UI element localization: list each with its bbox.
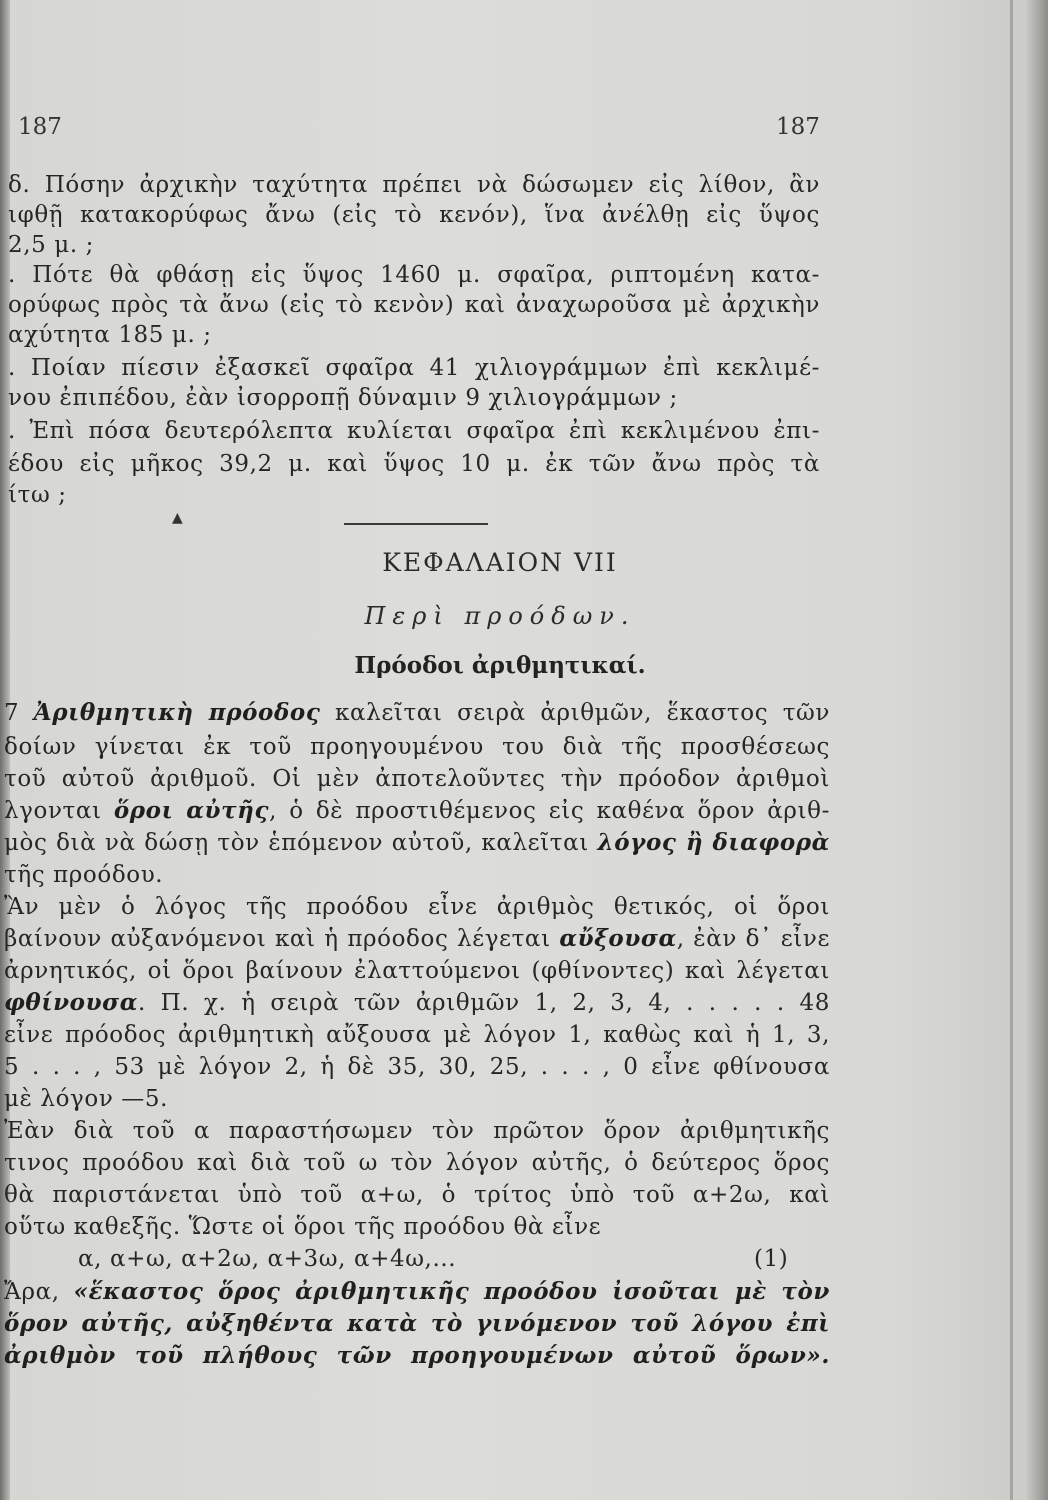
rule-statement: ὅρον αὐτῆς, αὐξηθέντα κατὰ τὸ γινόμενον τοῦ λόγου ἐπὶ — [4, 1310, 830, 1337]
paragraph-line: λγονται ὅροι αὐτῆς, ὁ δὲ προστιθέμενος εἰς καθένα ὅρον ἀριθ- — [4, 797, 830, 824]
paragraph-line: θὰ παριστάνεται ὑπὸ τοῦ α+ω, ὁ τρίτος ὑπὸ τοῦ α+2ω, καὶ — [4, 1182, 830, 1208]
formula-number: (1) — [754, 1246, 789, 1272]
paragraph-line: οὕτω καθεξῆς. Ὥστε οἱ ὅροι τῆς προόδου θὰ εἶνε — [4, 1214, 602, 1240]
paragraph-line: Ἄρα, «ἕκαστος ὅρος ἀριθμητικῆς προόδου ἰσοῦται μὲ τὸν — [4, 1278, 830, 1305]
term-decreasing: φθίνουσα — [4, 989, 138, 1016]
exercise-line: 2,5 μ. ; — [8, 232, 95, 258]
section-subheading: Πρόοδοι ἀριθμητικαί. — [354, 652, 646, 679]
paragraph-line: μὲ λόγον —5. — [4, 1086, 169, 1112]
paragraph-line: 7 Ἀριθμητικὴ πρόοδος καλεῖται σειρὰ ἀριθμῶν, ἕκαστος τῶν — [4, 699, 830, 726]
exercise-line: αχύτητα 185 μ. ; — [8, 322, 212, 348]
chapter-heading: ΚΕΦΑΛΑΙΟΝ VII — [382, 548, 618, 577]
exercise-line: ιφθῇ κατακορύφως ἄνω (εἰς τὸ κενόν), ἵνα ἀνέλθῃ εἰς ὕψος — [8, 202, 820, 228]
paragraph-line: δοίων γίνεται ἐκ τοῦ προηγουμένου του διὰ τῆς προσθέσεως — [4, 734, 830, 760]
exercise-line: . Ἐπὶ πόσα δευτερόλεπτα κυλίεται σφαῖρα ἐπὶ κεκλιμένου ἐπι- — [8, 418, 820, 444]
paragraph-line: βαίνουν αὐξανόμενοι καὶ ἡ πρόοδος λέγεται αὔξουσα, ἐὰν δ᾽ εἶνε — [4, 925, 830, 952]
term-increasing: αὔξουσα — [559, 925, 677, 952]
paragraph-line — [4, 1343, 830, 1369]
paragraph-line — [4, 1311, 830, 1337]
term-arithmetic-progression: Ἀριθμητικὴ πρόοδος — [33, 699, 321, 726]
section-divider — [344, 523, 488, 525]
paragraph-line: Ἐὰν διὰ τοῦ α παραστήσωμεν τὸν πρῶτον ὅρον ἀριθμητικῆς — [4, 1118, 830, 1144]
exercise-line: νου ἐπιπέδου, ἐὰν ἰσορροπῇ δύναμιν 9 χιλιογράμμων ; — [8, 385, 678, 411]
rule-statement: ἀριθμὸν τοῦ πλήθους τῶν προηγουμένων αὐτοῦ ὅρων». — [4, 1342, 830, 1369]
exercise-line: . Ποίαν πίεσιν ἐξασκεῖ σφαῖρα 41 χιλιογράμμων ἐπὶ κεκλιμέ- — [8, 355, 820, 381]
exercise-line: . Πότε θὰ φθάσῃ εἰς ὕψος 1460 μ. σφαῖρα, ριπτομένη κατα- — [8, 262, 820, 288]
exercise-line: έδου εἰς μῆκος 39,2 μ. καὶ ὕψος 10 μ. ἐκ τῶν ἄνω πρὸς τὰ — [8, 451, 820, 477]
paragraph-line: ἀρνητικός, οἱ ὅροι βαίνουν ἐλαττούμενοι (φθίνοντες) καὶ λέγεται — [4, 958, 830, 984]
term-terms: ὅροι αὐτῆς — [113, 797, 270, 824]
paragraph-line: τοῦ αὐτοῦ ἀριθμοῦ. Οἱ μὲν ἀποτελοῦντες τὴν πρόοδον ἀριθμοὶ — [4, 766, 830, 792]
paragraph-line: τινος προόδου καὶ διὰ τοῦ ω τὸν λόγον αὐτῆς, ὁ δεύτερος ὅρος — [4, 1150, 830, 1176]
chapter-title: Περὶ προόδων. — [364, 602, 636, 630]
paragraph-line: 5 . . . , 53 μὲ λόγον 2, ἡ δὲ 35, 30, 25, . . . , 0 εἶνε φθίνουσα — [4, 1054, 830, 1080]
formula: α, α+ω, α+2ω, α+3ω, α+4ω,... — [78, 1246, 457, 1272]
page-edge-shadow — [1010, 0, 1013, 1500]
page-number-left: 187 — [18, 114, 62, 140]
exercise-line: ορύφως πρὸς τὰ ἄνω (εἰς τὸ κενὸν) καὶ ἀναχωροῦσα μὲ ἀρχικὴν — [8, 292, 820, 318]
term-ratio: λόγος ἢ διαφορὰ — [597, 829, 830, 856]
next-page-edge — [1024, 0, 1048, 1500]
exercise-line: ίτω ; — [8, 482, 67, 508]
paragraph-line: τῆς προόδου. — [4, 862, 164, 888]
paragraph-line: μὸς διὰ νὰ δώσῃ τὸν ἑπόμενον αὐτοῦ, καλεῖται λόγος ἢ διαφορὰ — [4, 829, 830, 856]
paragraph-line: εἶνε πρόοδος ἀριθμητικὴ αὔξουσα μὲ λόγον 1, καθὼς καὶ ἡ 1, 3, — [4, 1022, 830, 1048]
rule-statement: «ἕκαστος ὅρος ἀριθμητικῆς προόδου ἰσοῦται μὲ τὸν — [73, 1278, 830, 1305]
exercise-line: δ. Πόσην ἀρχικὴν ταχύτητα πρέπει νὰ δώσωμεν εἰς λίθον, ἂν — [8, 172, 820, 198]
paragraph-line: φθίνουσα. Π. χ. ἡ σειρὰ τῶν ἀριθμῶν 1, 2, 3, 4, . . . . . 48 — [4, 989, 830, 1016]
paragraph-line: Ἂν μὲν ὁ λόγος τῆς προόδου εἶνε ἀριθμὸς θετικός, οἱ ὅροι — [4, 894, 830, 920]
ink-mark: ▲ — [172, 510, 183, 526]
page-number-right: 187 — [776, 114, 820, 140]
